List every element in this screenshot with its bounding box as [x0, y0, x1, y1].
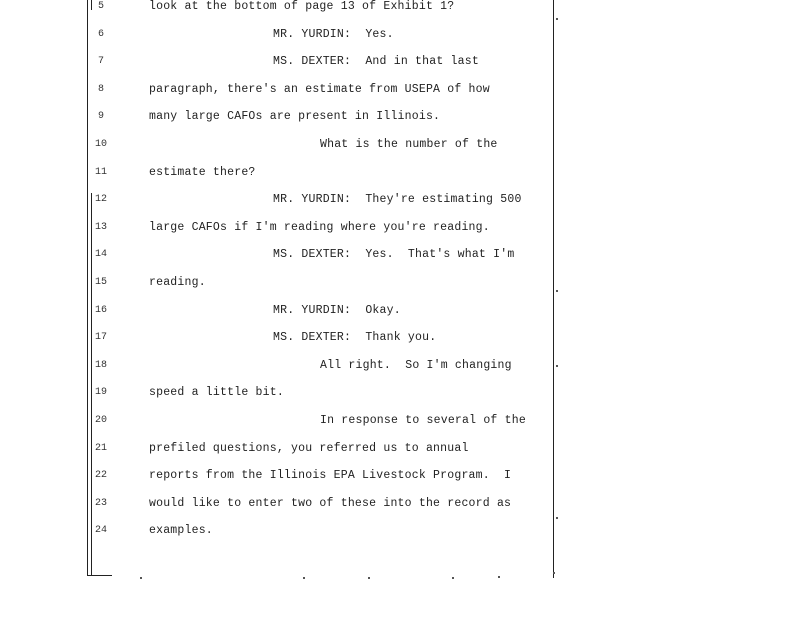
transcript-line [0, 0, 560, 16]
transcript-line [0, 495, 560, 513]
scan-speck [498, 576, 500, 578]
transcript-line [0, 219, 560, 237]
line-number: 17 [94, 332, 107, 344]
line-text: many large CAFOs are present in Illinois. [149, 110, 441, 124]
line-number: 8 [97, 83, 104, 95]
scan-speck [303, 577, 305, 579]
transcript-line [0, 384, 560, 402]
transcript-line [0, 136, 560, 154]
line-text: reports from the Illinois EPA Livestock Program. I [149, 469, 512, 483]
line-number: 18 [94, 359, 107, 371]
line-text: MR. YURDIN: Okay. [273, 303, 401, 317]
line-number: 22 [94, 470, 107, 482]
line-number: 19 [94, 387, 107, 399]
line-number: 13 [94, 221, 107, 233]
line-number: 11 [94, 166, 107, 178]
line-text: prefiled questions, you referred us to annual [149, 441, 469, 455]
line-text: All right. So I'm changing [320, 358, 512, 372]
scan-speck [368, 577, 370, 579]
transcript-line [0, 246, 560, 264]
transcript-line [0, 108, 560, 126]
line-text: paragraph, there's an estimate from USEPA of how [149, 82, 490, 96]
line-text: MR. YURDIN: They're estimating 500 [273, 193, 522, 207]
line-text: large CAFOs if I'm reading where you're reading. [149, 220, 490, 234]
line-text: MS. DEXTER: Thank you. [273, 331, 437, 345]
transcript-line [0, 412, 560, 430]
scan-speck [553, 572, 555, 574]
scan-speck [452, 577, 454, 579]
line-number: 23 [94, 497, 107, 509]
line-text: MS. DEXTER: Yes. That's what I'm [273, 248, 515, 262]
line-text: estimate there? [149, 165, 256, 179]
scan-speck [556, 517, 558, 519]
line-number: 10 [94, 139, 107, 150]
transcript-line [0, 329, 560, 347]
transcript-line [0, 26, 560, 44]
transcript-line [0, 302, 560, 320]
transcript-line [0, 81, 560, 99]
line-text: would like to enter two of these into the record as [149, 496, 512, 510]
transcript-line [0, 274, 560, 292]
transcript-line [0, 164, 560, 182]
transcript-line [0, 191, 560, 209]
bottom-margin-rule [87, 575, 112, 576]
line-number: 21 [94, 442, 107, 454]
transcript-line [0, 467, 560, 485]
line-number: 6 [97, 28, 104, 40]
line-text: MR. YURDIN: Yes. [273, 27, 394, 41]
line-number: 15 [94, 277, 107, 288]
line-text: look at the bottom of page 13 of Exhibit 1? [149, 0, 455, 13]
line-number: 20 [94, 415, 107, 426]
line-number: 12 [94, 194, 107, 206]
transcript-line [0, 440, 560, 458]
transcript-line [0, 357, 560, 375]
line-text: What is the number of the [320, 138, 498, 151]
line-text: reading. [149, 276, 206, 289]
line-text: examples. [149, 524, 213, 538]
line-number: 5 [97, 1, 104, 12]
line-text: In response to several of the [320, 414, 526, 427]
scan-speck [556, 18, 558, 20]
scan-speck [140, 577, 142, 579]
transcript-line [0, 53, 560, 71]
line-text: speed a little bit. [149, 386, 284, 400]
line-number: 14 [94, 249, 107, 261]
line-number: 7 [97, 56, 104, 68]
line-number: 9 [97, 111, 104, 123]
transcript-line [0, 522, 560, 540]
line-number: 16 [94, 304, 107, 316]
line-number: 24 [94, 525, 107, 537]
line-text: MS. DEXTER: And in that last [273, 55, 479, 69]
